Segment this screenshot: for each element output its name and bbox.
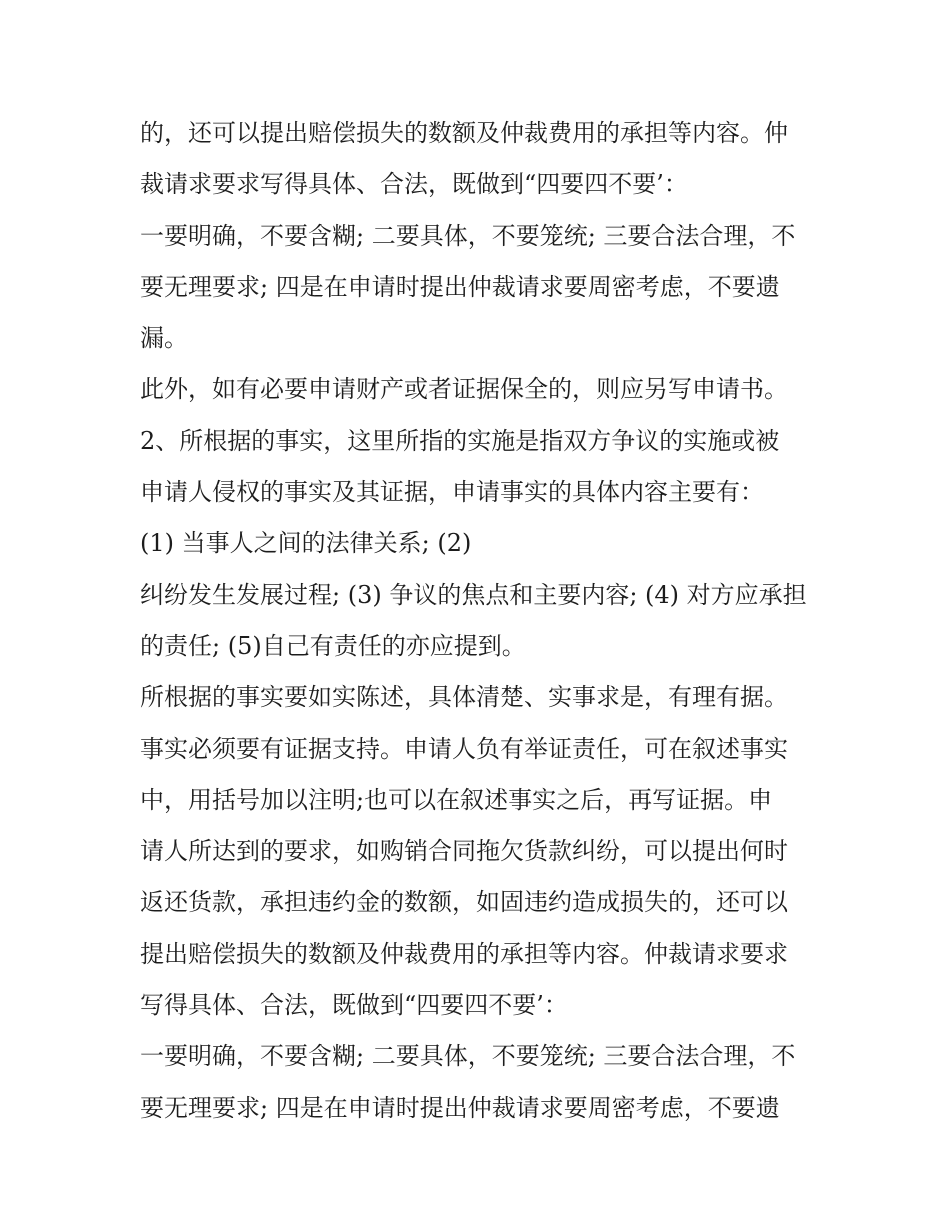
text-line: 一要明确，不要含糊; 二要具体，不要笼统; 三要合法合理，不 [140, 1042, 796, 1071]
text-line: 请人所达到的要求，如购销合同拖欠货款纠纷，可以提出何时 [140, 837, 788, 866]
text-line: 提出赔偿损失的数额及仲裁费用的承担等内容。仲裁请求要求 [140, 939, 788, 968]
text-line: 事实必须要有证据支持。申请人负有举证责任，可在叙述事实 [140, 734, 788, 763]
text-line: 2、所根据的事实，这里所指的实施是指双方争议的实施或被 [140, 426, 780, 455]
text-line: 的，还可以提出赔偿损失的数额及仲裁费用的承担等内容。仲 [140, 119, 788, 147]
text-line: 裁请求要求写得具体、合法，既做到“四要四不要’： [140, 170, 688, 199]
text-line: 的责任; (5)自己有责任的亦应提到。 [140, 631, 526, 660]
text-line: 要无理要求; 四是在申请时提出仲裁请求要周密考虑，不要遗 [140, 1093, 780, 1122]
text-line: (1) 当事人之间的法律关系; (2) [140, 529, 472, 558]
text-line: 写得具体、合法，既做到“四要四不要’： [140, 991, 568, 1020]
text-line: 要无理要求; 四是在申请时提出仲裁请求要周密考虑，不要遗 [140, 272, 780, 301]
text-line: 此外，如有必要申请财产或者证据保全的，则应另写申请书。 [140, 375, 788, 404]
text-line: 申请人侵权的事实及其证据，申请事实的具体内容主要有： [140, 478, 764, 507]
text-line: 一要明确，不要含糊; 二要具体，不要笼统; 三要合法合理，不 [140, 221, 796, 250]
text-line: 返还货款，承担违约金的数额，如固违约造成损失的，还可以 [140, 888, 788, 917]
text-line: 所根据的事实要如实陈述，具体清楚、实事求是，有理有据。 [140, 683, 788, 712]
body-text [140, 108, 820, 1134]
text-line: 中，用括号加以注明;也可以在叙述事实之后，再写证据。申 [140, 785, 773, 814]
text-line: 漏。 [140, 324, 188, 353]
text-line: 纠纷发生发展过程; (3) 争议的焦点和主要内容; (4) 对方应承担 [140, 580, 807, 609]
